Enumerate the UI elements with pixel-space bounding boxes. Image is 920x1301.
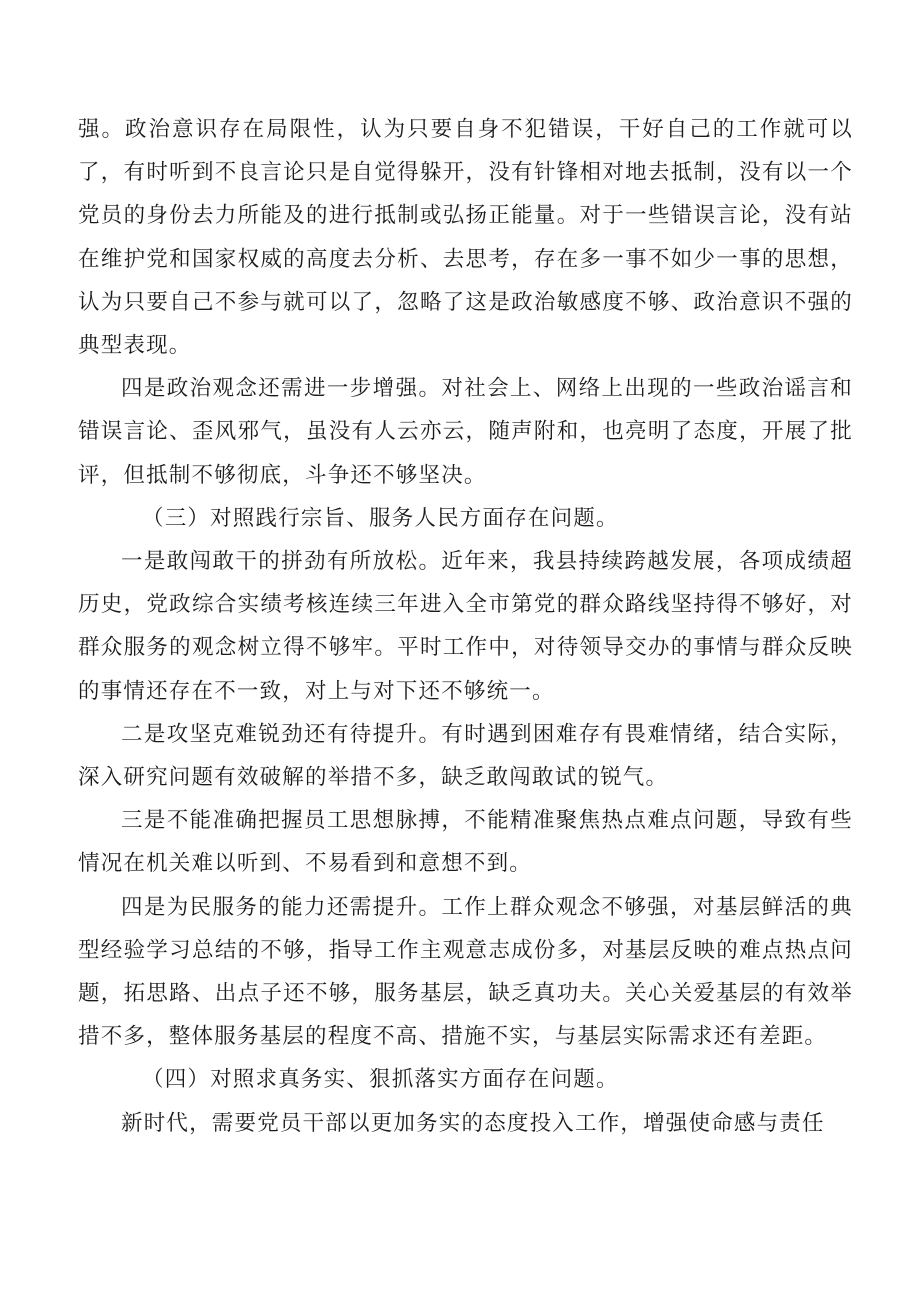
paragraph-political-concept: 四是政治观念还需进一步增强。对社会上、网络上出现的一些政治谣言和错误言论、歪风邪气，虽没有人云亦云，随声附和，也亮明了态度，开展了批评，但抵制不够彻底，斗争还不够坚决。 xyxy=(78,376,853,488)
paragraph-political-awareness: 强。政治意识存在局限性，认为只要自身不犯错误，干好自己的工作就可以了，有时听到不良言论只是自觉得躲开，没有针锋相对地去抵制，没有以一个党员的身份去力所能及的进行抵制或弘扬正能量。对于一些错误言论，没有站在维护党和国家权威的高度去分析、去思考，存在多一事不如少一事的思想，认为只要自己不参与就可以了，忽略了这是政治敏感度不够、政治意识不强的典型表现。 xyxy=(78,117,853,359)
section-heading-4: （四）对照求真务实、狠抓落实方面存在问题。 xyxy=(142,1067,619,1093)
paragraph-service-ability: 四是为民服务的能力还需提升。工作上群众观念不够强，对基层鲜活的典型经验学习总结的不够，指导工作主观意志成份多，对基层反映的难点热点问题，拓思路、出点子还不够，服务基层，缺乏真功夫。关心关爱基层的有效举措不多，整体服务基层的程度不高、措施不实，与基层实际需求还有差距。 xyxy=(78,894,853,1050)
section-heading-3: （三）对照践行宗旨、服务人民方面存在问题。 xyxy=(142,505,619,531)
paragraph-new-era: 新时代，需要党员干部以更加务实的态度投入工作，增强使命感与责任 xyxy=(121,1110,825,1136)
paragraph-daring-spirit: 一是敢闯敢干的拼劲有所放松。近年来，我县持续跨越发展，各项成绩超历史，党政综合实绩考核连续三年进入全市第党的群众路线坚持得不够好，对群众服务的观念树立得不够牢。平时工作中，对待领导交办的事情与群众反映的事情还存在不一致，对上与对下还不够统一。 xyxy=(78,549,853,704)
paragraph-employee-thoughts: 三是不能准确把握员工思想脉搏，不能精准聚焦热点难点问题，导致有些情况在机关难以听到、不易看到和意想不到。 xyxy=(78,808,853,877)
paragraph-tackling-difficulties: 二是攻坚克难锐劲还有待提升。有时遇到困难存有畏难情绪，结合实际，深入研究问题有效破解的举措不多，缺乏敢闯敢试的锐气。 xyxy=(78,721,853,791)
document-body xyxy=(78,108,853,1145)
